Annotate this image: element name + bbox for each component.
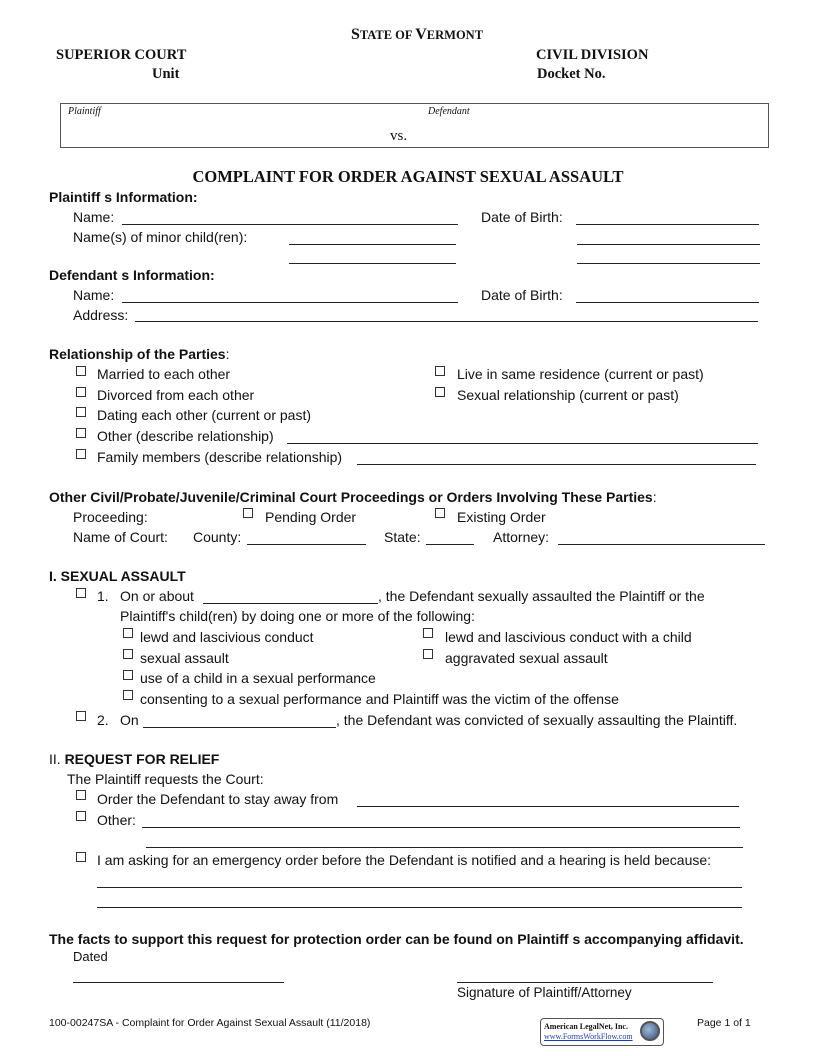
legalnet-logo [540, 1018, 664, 1046]
child-performance-label: use of a child in a sexual performance [140, 670, 376, 686]
family-label: Family members (describe relationship) [97, 449, 343, 465]
docket-label: Docket No. [537, 66, 606, 82]
sexual-relationship-checkbox[interactable] [435, 387, 445, 397]
logo-company-name: American LegalNet, Inc. [544, 1022, 628, 1031]
date-signed-field[interactable] [73, 982, 284, 983]
item2-checkbox[interactable] [76, 711, 86, 721]
emergency-reason-field-2[interactable] [97, 907, 742, 908]
defendant-address-label: Address: [73, 307, 129, 323]
married-label: Married to each other [97, 366, 231, 382]
plaintiff-name-label: Name: [73, 209, 115, 225]
stay-away-checkbox[interactable] [76, 790, 86, 800]
other-relationship-field[interactable] [287, 443, 758, 444]
conviction-date-field[interactable] [143, 727, 336, 728]
plaintiff-name-field[interactable] [122, 224, 458, 225]
state-field[interactable] [426, 544, 474, 545]
aggravated-label: aggravated sexual assault [445, 650, 608, 666]
defendant-name-field[interactable] [122, 302, 458, 303]
minor-child-field-3[interactable] [289, 263, 456, 264]
family-field[interactable] [357, 464, 756, 465]
defendant-caption-label: Defendant [428, 106, 470, 117]
dating-label: Dating each other (current or past) [97, 407, 311, 423]
attorney-field[interactable] [558, 544, 765, 545]
page-number: Page 1 of 1 [697, 1017, 751, 1029]
married-checkbox[interactable] [76, 366, 86, 376]
item1-on-or-about: On or about [120, 588, 194, 604]
emergency-label: I am asking for an emergency order before the Defendant is notified and a hearing is held because: [97, 852, 712, 868]
emergency-reason-field-1[interactable] [97, 887, 742, 888]
other-relationship-label: Other (describe relationship) [97, 428, 274, 444]
dating-checkbox[interactable] [76, 407, 86, 417]
item1-number: 1. [97, 588, 109, 604]
minor-child-field-4[interactable] [577, 263, 760, 264]
plaintiff-dob-label: Date of Birth: [481, 209, 563, 225]
page-title: COMPLAINT FOR ORDER AGAINST SEXUAL ASSAULT [192, 167, 624, 186]
defendant-dob-field[interactable] [576, 302, 759, 303]
minor-children-label: Name(s) of minor child(ren): [73, 229, 248, 245]
consenting-checkbox[interactable] [123, 690, 133, 700]
sexual-assault-label: sexual assault [140, 650, 229, 666]
other-relief-field-2[interactable] [146, 847, 743, 848]
emergency-checkbox[interactable] [76, 852, 86, 862]
live-together-label: Live in same residence (current or past) [457, 366, 704, 382]
existing-order-label: Existing Order [457, 509, 546, 525]
other-relief-checkbox[interactable] [76, 811, 86, 821]
minor-child-field-2[interactable] [577, 244, 760, 245]
stay-away-field[interactable] [357, 806, 739, 807]
logo-url[interactable]: www.FormsWorkFlow.com [544, 1032, 633, 1041]
defendant-info-heading: Defendant s Information: [49, 267, 215, 283]
lewd-child-label: lewd and lascivious conduct with a child [445, 629, 692, 645]
attorney-label: Attorney: [493, 529, 550, 545]
sexual-assault-checkbox[interactable] [123, 649, 133, 659]
lewd-label: lewd and lascivious conduct [140, 629, 314, 645]
item1-text-line2: Plaintiff's child(ren) by doing one or more of the following: [120, 608, 475, 624]
lewd-checkbox[interactable] [123, 628, 133, 638]
county-label: County: [193, 529, 242, 545]
lewd-child-checkbox[interactable] [423, 628, 433, 638]
minor-child-field-1[interactable] [289, 244, 456, 245]
item1-checkbox[interactable] [76, 588, 86, 598]
defendant-name-label: Name: [73, 287, 115, 303]
live-together-checkbox[interactable] [435, 366, 445, 376]
stay-away-label: Order the Defendant to stay away from [97, 791, 339, 807]
signature-label: Signature of Plaintiff/Attorney [457, 985, 632, 1000]
relief-intro: The Plaintiff requests the Court: [67, 771, 264, 787]
defendant-address-field[interactable] [135, 321, 758, 322]
state-heading: STATE OF VERMONT [350, 26, 484, 43]
child-performance-checkbox[interactable] [123, 670, 133, 680]
division-label: CIVIL DIVISION [536, 47, 649, 63]
sexual-relationship-label: Sexual relationship (current or past) [457, 387, 679, 403]
relief-heading: II. REQUEST FOR RELIEF [49, 751, 220, 767]
plaintiff-caption-label: Plaintiff [68, 106, 101, 117]
pending-order-label: Pending Order [265, 509, 357, 525]
proceeding-label: Proceeding: [73, 509, 148, 525]
facts-statement: The facts to support this request for protection order can be found on Plaintiff s accompanying affidavit. [49, 931, 744, 947]
state-label: State: [384, 529, 421, 545]
form-id: 100-00247SA - Complaint for Order Against Sexual Assault (11/2018) [49, 1017, 371, 1029]
caption-box [60, 103, 769, 148]
item2-number: 2. [97, 712, 109, 728]
other-relief-label: Other: [97, 812, 136, 828]
assault-date-field[interactable] [203, 603, 378, 604]
plaintiff-info-heading: Plaintiff s Information: [49, 189, 198, 205]
dated-label: Dated [73, 949, 108, 964]
court-label: SUPERIOR COURT [56, 47, 187, 63]
pending-order-checkbox[interactable] [243, 508, 253, 518]
sexual-assault-heading: I. SEXUAL ASSAULT [49, 568, 186, 584]
existing-order-checkbox[interactable] [435, 508, 445, 518]
divorced-label: Divorced from each other [97, 387, 255, 403]
vs-label: vs. [390, 128, 408, 144]
item2-on: On [120, 712, 139, 728]
other-relationship-checkbox[interactable] [76, 428, 86, 438]
signature-field[interactable] [457, 982, 713, 983]
plaintiff-dob-field[interactable] [576, 224, 759, 225]
unit-label: Unit [152, 66, 180, 82]
defendant-dob-label: Date of Birth: [481, 287, 563, 303]
aggravated-checkbox[interactable] [423, 649, 433, 659]
item1-text: , the Defendant sexually assaulted the Plaintiff or the [378, 588, 705, 604]
county-field[interactable] [247, 544, 366, 545]
court-name-label: Name of Court: [73, 529, 168, 545]
item2-text: , the Defendant was convicted of sexually assaulting the Plaintiff. [336, 712, 738, 728]
relationship-heading: Relationship of the Parties: [49, 346, 230, 362]
proceedings-heading: Other Civil/Probate/Juvenile/Criminal Court Proceedings or Orders Involving These Parties: [49, 489, 657, 505]
other-relief-field[interactable] [142, 827, 740, 828]
consenting-label: consenting to a sexual performance and Plaintiff was the victim of the offense [140, 691, 619, 707]
globe-icon [640, 1021, 660, 1041]
family-checkbox[interactable] [76, 449, 86, 459]
divorced-checkbox[interactable] [76, 387, 86, 397]
